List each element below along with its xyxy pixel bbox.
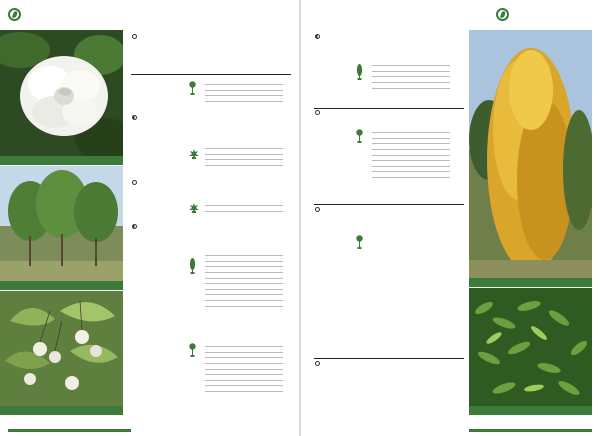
standard-tree-icon <box>356 129 363 148</box>
brand-logo <box>496 8 512 21</box>
ginkgo-fastigiata-photo <box>469 30 592 278</box>
half-sun-icon <box>132 224 137 229</box>
table-row <box>205 386 283 392</box>
columnar-tree-icon <box>189 258 196 279</box>
ginkgo-right-section <box>314 34 464 39</box>
gleditsia1-section <box>314 110 464 115</box>
gardenia-photo <box>0 30 123 156</box>
gleditsia2-section <box>314 207 464 212</box>
ginkgo-fastigiata-caption <box>469 278 592 287</box>
sun-icon <box>315 207 320 212</box>
sun-icon <box>315 361 320 366</box>
standard-tree-icon <box>189 81 196 100</box>
table-row <box>205 300 283 306</box>
leaf-logo-icon <box>496 8 509 21</box>
half-sun-icon <box>132 115 137 120</box>
table-row <box>372 82 450 88</box>
section-divider <box>314 358 464 359</box>
ginkgo-photo-2 <box>0 291 123 406</box>
table-row <box>205 96 283 102</box>
standard-tree-icon <box>356 235 363 254</box>
fraxinus-section <box>131 34 291 39</box>
right-page <box>300 0 600 436</box>
gardenia-section <box>131 115 291 120</box>
brand-logo <box>8 8 24 21</box>
gardenia-caption <box>0 156 123 165</box>
columnar-tree-icon <box>356 64 363 85</box>
gleditsia-photo <box>469 288 592 406</box>
ginkgo-left-section <box>131 224 291 229</box>
sun-icon <box>315 110 320 115</box>
half-sun-icon <box>315 34 320 39</box>
gleditsia-caption <box>469 406 592 415</box>
section-divider <box>314 108 464 109</box>
leaf-logo-icon <box>8 8 21 21</box>
section-divider <box>131 74 291 75</box>
standard-tree-icon <box>189 343 196 362</box>
table-row <box>372 172 450 178</box>
book-spine <box>299 0 301 436</box>
genista-section <box>131 180 291 185</box>
shrub-icon <box>189 146 199 164</box>
sun-icon <box>132 34 137 39</box>
section-divider <box>314 204 464 205</box>
footer-bar <box>8 429 131 432</box>
shrub-icon <box>189 200 199 218</box>
ginkgo-photo-1 <box>0 166 123 290</box>
table-row <box>205 206 283 212</box>
footer-bar <box>469 429 592 432</box>
ginkgo-caption-2 <box>0 406 123 415</box>
sun-icon <box>132 180 137 185</box>
grevillea-section <box>314 361 464 366</box>
ginkgo-caption-1 <box>0 281 123 290</box>
table-row <box>205 160 283 166</box>
